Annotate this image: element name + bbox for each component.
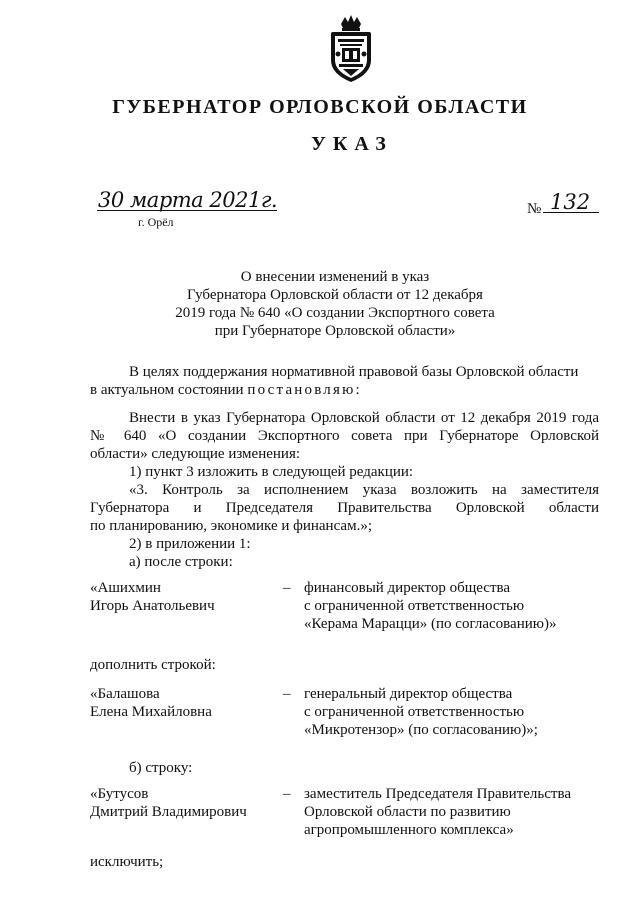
- member-name: [90, 785, 247, 821]
- entry-dash: –: [283, 686, 291, 702]
- member-role: [304, 685, 538, 739]
- member-name: [90, 579, 215, 615]
- role-line: с ограниченной ответственностью: [304, 598, 525, 614]
- role-line: Орловской области по развитию: [304, 804, 511, 820]
- quote-line: «3. Контроль за исполнением указа возложить на заместителя: [129, 482, 599, 498]
- entry-dash: –: [283, 786, 291, 802]
- subject-line: при Губернаторе Орловской области»: [214, 323, 456, 339]
- document-type: УКАЗ: [311, 133, 393, 155]
- role-line: агропромышленного комплекса»: [304, 822, 514, 838]
- intro-line: Внести в указ Губернатора Орловской области от 12 декабря 2019 года: [129, 410, 599, 426]
- member-surname: «Ашихмин: [90, 580, 161, 596]
- date-underline: [97, 210, 277, 211]
- member-surname: «Бутусов: [90, 786, 149, 802]
- list-item-2a: а) после строки:: [129, 554, 233, 570]
- entry-dash: –: [283, 580, 291, 596]
- subject-line: О внесении изменений в указ: [240, 269, 430, 285]
- issuer-title: ГУБЕРНАТОР ОРЛОВСКОЙ ОБЛАСТИ: [112, 96, 528, 118]
- preamble-line: [90, 381, 360, 399]
- member-given-names: Елена Михайловна: [90, 704, 212, 720]
- orel-coat-of-arms-icon: [327, 14, 375, 84]
- quote-line: Губернатора и Председателя Правительства Орловской области: [90, 500, 599, 516]
- quote-line: по планированию, экономике и финансам.»;: [90, 518, 372, 534]
- preamble-text: в актуальном состоянии: [90, 382, 244, 398]
- decree-subject: [160, 268, 510, 340]
- resolve-word: постановляю: [247, 382, 356, 398]
- role-line: финансовый директор общества: [304, 580, 511, 596]
- subject-line: Губернатора Орловской области от 12 декабря: [187, 287, 483, 303]
- role-line: заместитель Председателя Правительства: [304, 786, 572, 802]
- role-line: с ограниченной ответственностью: [304, 704, 525, 720]
- supplement-instruction: дополнить строкой:: [90, 657, 216, 673]
- subject-line: 2019 года № 640 «О создании Экспортного совета: [175, 305, 495, 321]
- handwritten-number: 132: [550, 190, 591, 214]
- preamble-colon: :: [355, 382, 360, 398]
- member-surname: «Балашова: [90, 686, 160, 702]
- number-underline: [543, 212, 599, 213]
- role-line: генеральный директор общества: [304, 686, 513, 702]
- number-label: №: [527, 201, 542, 217]
- exclude-instruction: исключить;: [90, 854, 164, 870]
- city-label: г. Орёл: [138, 215, 174, 229]
- intro-line: области» следующие изменения:: [90, 446, 301, 462]
- role-line: «Микротензор» (по согласованию)»;: [304, 722, 538, 738]
- handwritten-date: 30 марта 2021г.: [98, 188, 278, 212]
- member-given-names: Игорь Анатольевич: [90, 598, 215, 614]
- list-item-2: 2) в приложении 1:: [129, 536, 251, 552]
- intro-line: № 640 «О создании Экспортного совета при Губернаторе Орловской: [90, 428, 599, 444]
- preamble-line: В целях поддержания нормативной правовой базы Орловской области: [129, 364, 579, 380]
- list-item-1: 1) пункт 3 изложить в следующей редакции:: [129, 464, 414, 480]
- member-role: [304, 785, 571, 839]
- list-item-2b: б) строку:: [129, 760, 193, 776]
- member-name: [90, 685, 212, 721]
- role-line: «Керама Марацци» (по согласованию)»: [304, 616, 557, 632]
- member-role: [304, 579, 556, 633]
- member-given-names: Дмитрий Владимирович: [90, 804, 247, 820]
